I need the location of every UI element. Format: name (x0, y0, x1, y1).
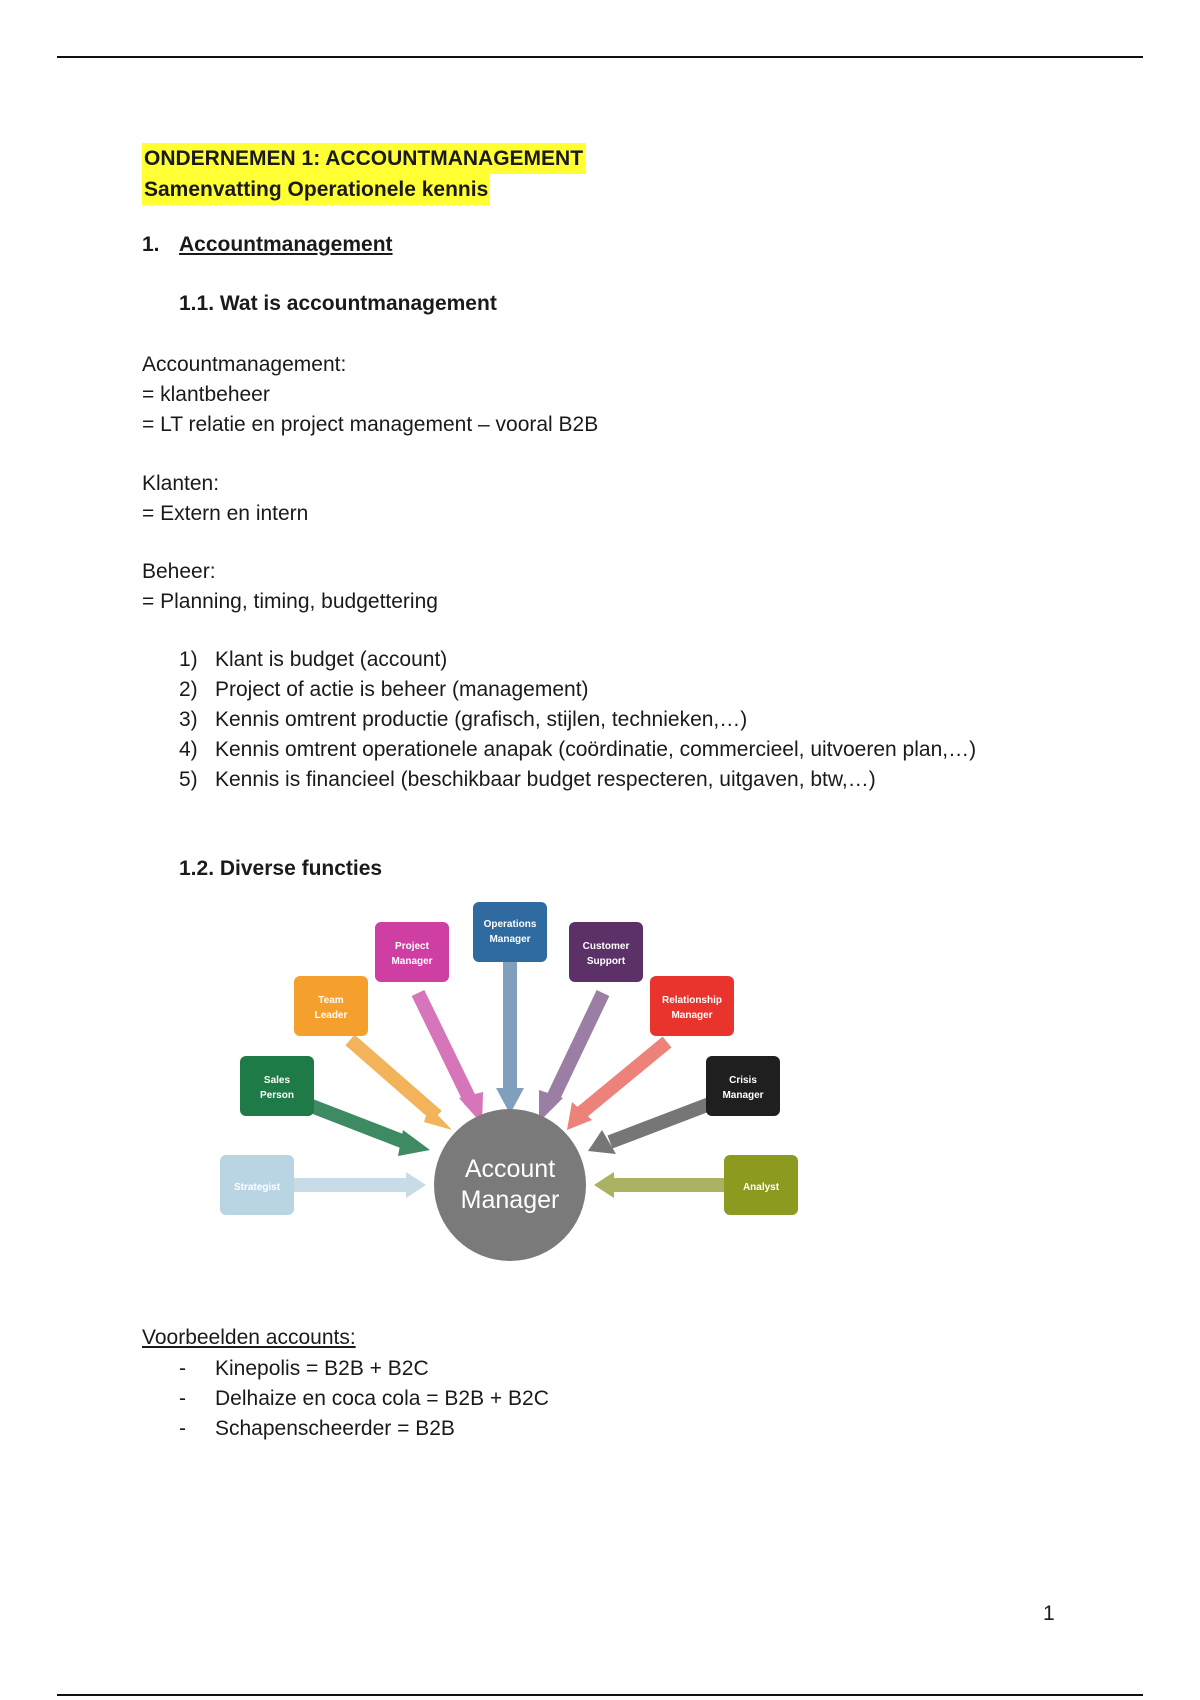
node-relationship-manager (650, 976, 734, 1036)
svg-text:Project: Project (395, 941, 429, 952)
examples-list (179, 1354, 549, 1444)
definition-block (142, 350, 598, 440)
beheer-label: Beheer: (142, 560, 216, 583)
node-project-manager (375, 922, 449, 982)
subsection-heading-1-2: 1.2. Diverse functies (179, 857, 383, 880)
klanten-block (142, 469, 308, 529)
numbered-list (179, 645, 976, 795)
functions-diagram (200, 890, 820, 1270)
node-team-leader (294, 976, 368, 1036)
definition-line: = klantbeheer (142, 383, 270, 406)
center-label-line2: Manager (460, 1186, 560, 1214)
section-title: Accountmanagement (179, 233, 393, 256)
klanten-line: = Extern en intern (142, 502, 309, 525)
list-item: 3) Kennis omtrent productie (grafisch, stijlen, technieken,…) (179, 708, 748, 731)
beheer-line: = Planning, timing, budgettering (142, 590, 438, 613)
bottom-rule (57, 1694, 1143, 1696)
subsection-heading-1-1: 1.1. Wat is accountmanagement (179, 292, 497, 315)
svg-text:Manager: Manager (391, 956, 433, 967)
center-node (434, 1109, 586, 1261)
center-label-line1: Account (464, 1155, 556, 1183)
list-item: 4) Kennis omtrent operationele anapak (coördinatie, commercieel, uitvoeren plan,…) (179, 738, 977, 761)
beheer-block (142, 557, 438, 617)
svg-text:Analyst: Analyst (742, 1182, 780, 1193)
node-sales-person (240, 1056, 314, 1116)
definition-label: Accountmanagement: (142, 353, 347, 376)
svg-text:Relationship: Relationship (661, 995, 723, 1006)
list-item: 2) Project of actie is beheer (management) (179, 678, 589, 701)
title-line-1: ONDERNEMEN 1: ACCOUNTMANAGEMENT (142, 143, 585, 174)
definition-line: = LT relatie en project management – vooral B2B (142, 413, 599, 436)
svg-text:Manager: Manager (722, 1090, 764, 1101)
node-operations-manager (473, 902, 547, 962)
node-customer-support (569, 922, 643, 982)
svg-text:Crisis: Crisis (729, 1075, 757, 1086)
examples-heading: Voorbeelden accounts: (142, 1326, 356, 1349)
page-number: 1 (1043, 1602, 1055, 1625)
list-item: 1) Klant is budget (account) (179, 648, 448, 671)
svg-text:Person: Person (260, 1090, 294, 1101)
svg-text:Strategist: Strategist (233, 1182, 281, 1193)
svg-text:Customer: Customer (582, 941, 630, 952)
list-item: - Kinepolis = B2B + B2C (179, 1357, 429, 1380)
svg-text:Leader: Leader (314, 1010, 348, 1021)
svg-text:Operations: Operations (483, 919, 537, 930)
section-heading (142, 233, 393, 257)
top-rule (57, 56, 1143, 58)
list-item: - Schapenscheerder = B2B (179, 1417, 455, 1440)
node-strategist (220, 1155, 294, 1215)
svg-text:Manager: Manager (671, 1010, 713, 1021)
svg-text:Manager: Manager (489, 934, 531, 945)
title-line-2: Samenvatting Operationele kennis (142, 174, 490, 205)
list-item: - Delhaize en coca cola = B2B + B2C (179, 1387, 549, 1410)
svg-text:Team: Team (318, 995, 344, 1006)
node-analyst (724, 1155, 798, 1215)
section-number: 1. (142, 233, 160, 256)
node-crisis-manager (706, 1056, 780, 1116)
svg-text:Sales: Sales (263, 1075, 291, 1086)
document-title (142, 143, 585, 205)
klanten-label: Klanten: (142, 472, 220, 495)
list-item: 5) Kennis is financieel (beschikbaar budget respecteren, uitgaven, btw,…) (179, 768, 876, 791)
svg-text:Support: Support (586, 956, 626, 967)
